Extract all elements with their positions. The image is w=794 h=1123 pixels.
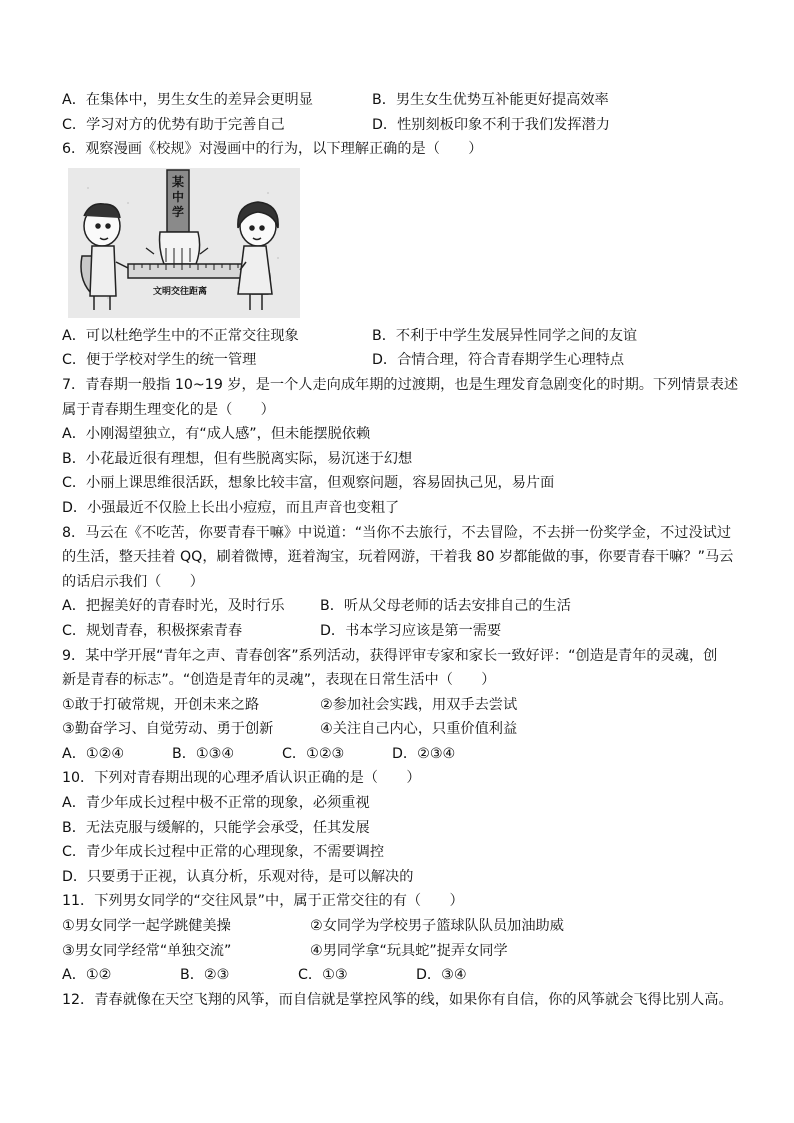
svg-text:学: 学 — [171, 204, 185, 219]
q8-option-b: B．听从父母老师的话去安排自己的生活 — [320, 598, 571, 615]
q5-option-d: D．性别刻板印象不利于我们发挥潜力 — [372, 116, 610, 133]
q11-statement-2: ②女同学为学校男子篮球队队员加油助威 — [310, 918, 564, 935]
q8-option-a: A．把握美好的青春时光，及时行乐 — [62, 598, 285, 615]
exam-page — [62, 88, 742, 1012]
q11-option-b: B．②③ — [180, 967, 230, 984]
q10-option-b: B．无法克服与缓解的，只能学会承受，任其发展 — [62, 819, 370, 836]
q7-stem-line2: 属于青春期生理变化的是（ ） — [62, 401, 275, 418]
q11-statement-3: ③男女同学经常“单独交流” — [62, 942, 232, 959]
q8-option-c: C．规划青春，积极探索青春 — [62, 622, 243, 639]
q11-statement-4: ④男同学拿“玩具蛇”捉弄女同学 — [310, 942, 508, 959]
q5-option-c: C．学习对方的优势有助于完善自己 — [62, 116, 285, 133]
q11-option-a: A．①② — [62, 967, 112, 984]
q11-option-c: C．①③ — [298, 967, 348, 984]
q9-option-d: D．②③④ — [392, 745, 456, 762]
q10-option-a: A．青少年成长过程中极不正常的现象，必须重视 — [62, 795, 370, 812]
q10-option-c: C．青少年成长过程中正常的心理现象，不需要调控 — [62, 844, 385, 861]
q11-options-row — [62, 963, 742, 988]
q9-stem-line2: 新是青春的标志”。“创造是青年的灵魂”，表现在日常生活中（ ） — [62, 672, 496, 689]
q6-option-a: A．可以杜绝学生中的不正常交往现象 — [62, 327, 299, 344]
q9-stem-line1: 9．某中学开展“青年之声、青春创客”系列活动，获得评审专家和家长一致好评：“创造是青年的灵魂，创 — [62, 647, 718, 664]
q9-statement-2: ②参加社会实践，用双手去尝试 — [320, 696, 518, 713]
q11-option-d: D．③④ — [416, 967, 467, 984]
q6-option-b: B．不利于中学生发展异性同学之间的友谊 — [372, 327, 638, 344]
svg-text:中: 中 — [171, 189, 185, 204]
q9-statements-row1 — [62, 693, 742, 718]
q9-options-row — [62, 742, 742, 767]
q5-option-b: B．男生女生优势互补能更好提高效率 — [372, 92, 609, 108]
q9-statement-1: ①敢于打破常规，开创未来之路 — [62, 696, 260, 713]
q5-options-row2 — [62, 113, 742, 138]
q6-options-row2 — [62, 348, 742, 373]
q8-option-d: D．书本学习应该是第一需要 — [320, 622, 502, 639]
school-rules-cartoon-image — [68, 168, 300, 318]
q7-option-c: C．小丽上课思维很活跃，想象比较丰富，但观察问题，容易固执己见，易片面 — [62, 475, 555, 492]
q8-options-row1 — [62, 594, 742, 619]
q7-option-d: D．小强最近不仅脸上长出小痘痘，而且声音也变粗了 — [62, 499, 400, 516]
q9-statements-row2 — [62, 717, 742, 742]
q5-options-row1 — [62, 88, 742, 113]
q10-stem: 10．下列对青春期出现的心理矛盾认识正确的是（ ） — [62, 770, 421, 787]
q6-option-d: D．合情合理，符合青春期学生心理特点 — [372, 352, 625, 369]
q12-stem: 12．青春就像在天空飞翔的风筝，而自信就是掌控风筝的线，如果你有自信，你的风筝就会飞得比别人高。 — [62, 991, 733, 1008]
q11-statements-row1 — [62, 914, 742, 939]
q8-stem-line2: 的生活，整天挂着 QQ，刷着微博，逛着淘宝，玩着网游，干着我 80 岁都能做的事，你要青春干嘛？”马云 — [62, 549, 734, 566]
q11-stem: 11．下列男女同学的“交往风景”中，属于正常交往的有（ ） — [62, 893, 464, 910]
q11-statements-row2 — [62, 939, 742, 964]
q9-option-c: C．①②③ — [282, 745, 345, 762]
q6-option-c: C．便于学校对学生的统一管理 — [62, 352, 257, 369]
svg-text:某: 某 — [171, 174, 185, 189]
q8-stem-line3: 的话启示我们（ ） — [62, 573, 204, 590]
q6-stem: 6．观察漫画《校规》对漫画中的行为，以下理解正确的是（ ） — [62, 141, 483, 158]
q9-option-b: B．①③④ — [172, 745, 235, 762]
q7-option-a: A．小刚渴望独立，有“成人感”，但未能摆脱依赖 — [62, 426, 371, 443]
svg-text:文明交往距离: 文明交往距离 — [152, 286, 208, 297]
q7-stem-line1: 7．青春期一般指 10~19 岁，是一个人走向成年期的过渡期，也是生理发育急剧变化的时期。下列情景表述 — [62, 376, 739, 393]
q7-option-b: B．小花最近很有理想，但有些脱离实际，易沉迷于幻想 — [62, 450, 413, 467]
q8-stem-line1: 8．马云在《不吃苦，你要青春干嘛》中说道：“当你不去旅行，不去冒险，不去拼一份奖学金，不过没试过 — [62, 524, 732, 541]
q6-options-row1 — [62, 324, 742, 349]
q8-options-row2 — [62, 619, 742, 644]
q10-option-d: D．只要勇于正视，认真分析，乐观对待，是可以解决的 — [62, 868, 414, 885]
q5-option-a: A．在集体中，男生女生的差异会更明显 — [62, 92, 313, 108]
q9-statement-3: ③勤奋学习、自觉劳动、勇于创新 — [62, 721, 274, 738]
q11-statement-1: ①男女同学一起学跳健美操 — [62, 918, 231, 935]
q9-statement-4: ④关注自己内心，只重价值利益 — [320, 721, 518, 738]
q9-option-a: A．①②④ — [62, 745, 125, 762]
